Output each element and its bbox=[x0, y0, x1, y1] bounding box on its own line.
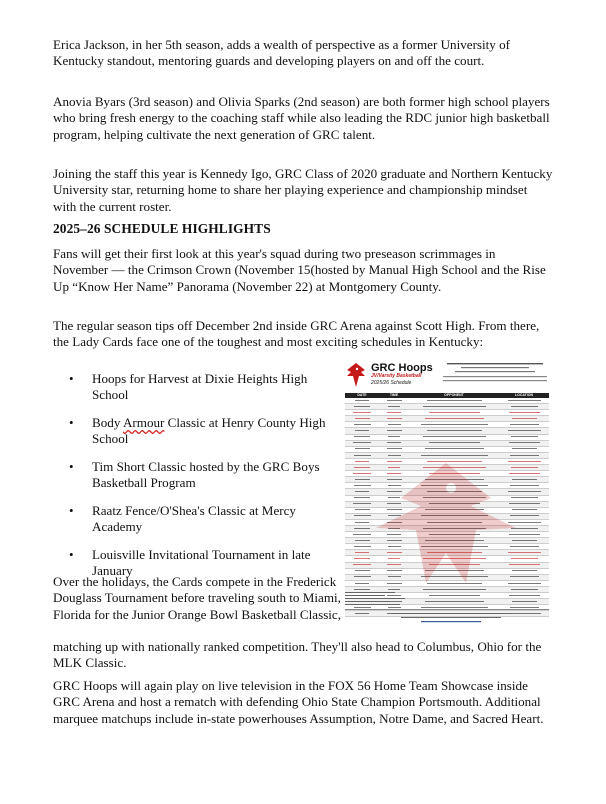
schedule-cell bbox=[345, 398, 379, 403]
schedule-cell bbox=[379, 410, 409, 415]
schedule-cell bbox=[345, 416, 379, 421]
paragraph-preseason: Fans will get their first look at this year's squad during two preseason scrimmages in November — the Crimson Crown (November 15(hosted by Manual High School and the Rise Up “Know Her Name” Panorama (November 22) at Montgomery County. bbox=[53, 246, 546, 294]
schedule-cell bbox=[499, 428, 549, 433]
schedule-cell bbox=[379, 435, 409, 440]
list-item bbox=[69, 503, 331, 536]
schedule-cell bbox=[409, 422, 499, 427]
schedule-cell bbox=[345, 447, 379, 452]
schedule-cell bbox=[345, 611, 379, 616]
schedule-footer-divider bbox=[345, 609, 549, 610]
paragraph-holidays-continued: matching up with nationally ranked competition. They'll also head to Columbus, Ohio for the MLK Classic. bbox=[53, 639, 542, 671]
paragraph-kennedy-igo: Joining the staff this year is Kennedy Igo, GRC Class of 2020 graduate and Northern Kentucky University star, returning home to share her playing experience and championship mindset with the current roster. bbox=[53, 166, 553, 214]
misspelled-word: Armour bbox=[122, 415, 165, 430]
schedule-cell bbox=[499, 410, 549, 415]
cardinal-watermark-icon bbox=[371, 458, 521, 588]
schedule-cell bbox=[499, 404, 549, 409]
tournament-list bbox=[69, 371, 331, 591]
list-item-text: Body bbox=[92, 415, 123, 430]
cardinal-logo-icon bbox=[345, 362, 367, 388]
schedule-cell bbox=[409, 398, 499, 403]
schedule-cell bbox=[345, 422, 379, 427]
schedule-cell bbox=[379, 422, 409, 427]
list-item-text: Raatz Fence/O'Shea's Classic at Mercy Academy bbox=[92, 503, 296, 535]
paragraph-television: GRC Hoops will again play on live television in the FOX 56 Home Team Showcase inside GRC Arena and host a rematch with defending Ohio State Champion Portsmouth. Additional marquee matchups include in-state powerhouses Assumption, Notre Dame, and Sacred Heart. bbox=[53, 678, 544, 726]
schedule-cell bbox=[409, 410, 499, 415]
list-item-text: Hoops for Harvest at Dixie Heights High School bbox=[92, 371, 308, 403]
schedule-cell bbox=[499, 416, 549, 421]
schedule-cell bbox=[409, 428, 499, 433]
schedule-cell bbox=[379, 416, 409, 421]
schedule-cell bbox=[499, 447, 549, 452]
schedule-cell bbox=[379, 404, 409, 409]
paragraph-byars-sparks: Anovia Byars (3rd season) and Olivia Sparks (2nd season) are both former high school players who bring fresh energy to the coaching staff while also leading the RDC junior high basketball program, helping cultivate the next generation of GRC talent. bbox=[53, 94, 550, 142]
paragraph-regular-season: The regular season tips off December 2nd inside GRC Arena against Scott High. From there, the Lady Cards face one of the toughest and most exciting schedules in Kentucky: bbox=[53, 318, 540, 350]
schedule-cell bbox=[379, 441, 409, 446]
list-item bbox=[69, 459, 331, 492]
schedule-cell bbox=[499, 422, 549, 427]
schedule-cell bbox=[409, 441, 499, 446]
schedule-notes-graphic bbox=[345, 591, 435, 607]
section-heading: 2025–26 SCHEDULE HIGHLIGHTS bbox=[53, 221, 271, 236]
list-item bbox=[69, 371, 331, 404]
schedule-cell bbox=[499, 441, 549, 446]
schedule-cell bbox=[345, 435, 379, 440]
schedule-image bbox=[341, 358, 553, 630]
schedule-subtitle: JV/Varsity Basketball bbox=[371, 373, 422, 379]
schedule-cell bbox=[345, 441, 379, 446]
schedule-header-cell: LOCATION bbox=[514, 393, 534, 397]
paragraph-holidays: Over the holidays, the Cards compete in the Frederick Douglass Tournament before traveling south to Miami, Florida for the Junior Orange Bowl Basketball Classic, bbox=[53, 574, 342, 622]
schedule-header-cell: OPPONENT bbox=[444, 393, 464, 397]
schedule-title: GRC Hoops bbox=[371, 362, 433, 374]
schedule-cell bbox=[499, 398, 549, 403]
list-item bbox=[69, 415, 331, 448]
schedule-cell bbox=[345, 404, 379, 409]
schedule-cell bbox=[499, 599, 549, 604]
schedule-cell bbox=[409, 447, 499, 452]
schedule-cell bbox=[345, 410, 379, 415]
schedule-cell bbox=[379, 447, 409, 452]
paragraph-erica-jackson: Erica Jackson, in her 5th season, adds a wealth of perspective as a former University of Kentucky standout, mentoring guards and developing players on and off the court. bbox=[53, 37, 511, 69]
schedule-cell bbox=[409, 404, 499, 409]
schedule-cell bbox=[499, 435, 549, 440]
championships-info-graphic bbox=[441, 361, 549, 387]
list-item-text: Tim Short Classic hosted by the GRC Boys Basketball Program bbox=[92, 459, 320, 491]
schedule-header-cell: DATE bbox=[357, 393, 367, 397]
schedule-header-cell: TIME bbox=[389, 393, 399, 397]
schedule-cell bbox=[499, 593, 549, 598]
schedule-cell bbox=[379, 398, 409, 403]
schedule-season: 2025/26 Schedule bbox=[371, 380, 412, 386]
schedule-cell bbox=[379, 428, 409, 433]
list-item-text: Classic at Henry County High School bbox=[92, 415, 326, 447]
schedule-cell bbox=[345, 428, 379, 433]
schedule-cell bbox=[409, 435, 499, 440]
schedule-cell bbox=[409, 416, 499, 421]
list-item-text: Louisville Invitational Tournament in late January bbox=[92, 547, 311, 579]
schedule-footer-graphic bbox=[381, 612, 521, 626]
